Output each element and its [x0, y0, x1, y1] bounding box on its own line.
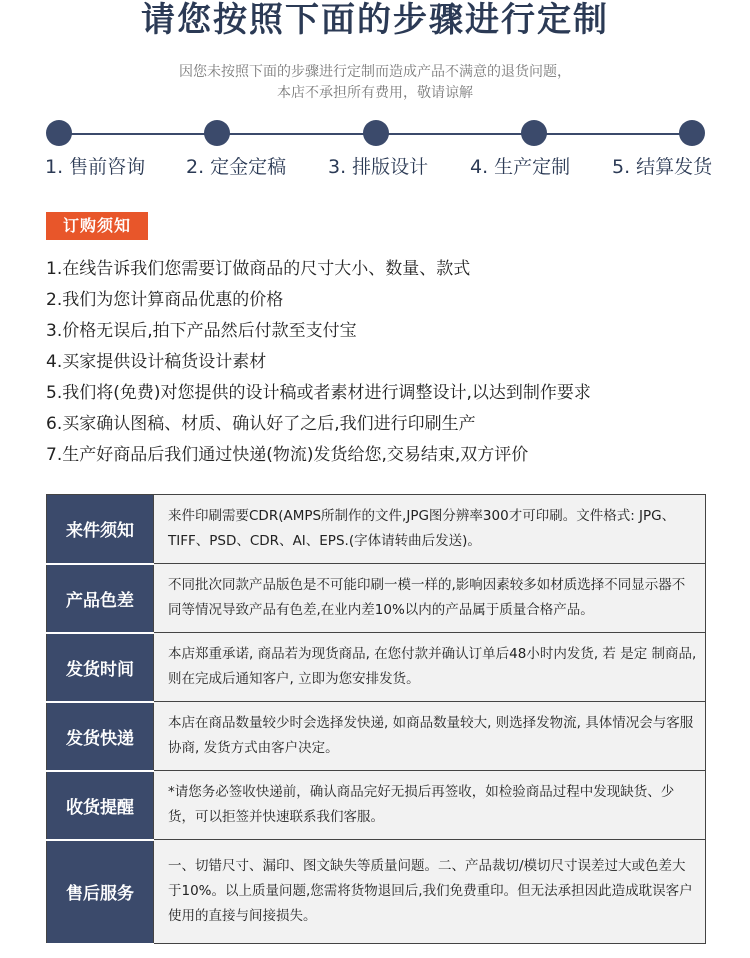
step-label-5: 5. 结算发货 [612, 156, 713, 178]
list-item: 3.价格无误后,拍下产品然后付款至支付宝 [46, 321, 357, 341]
disclaimer-notice [0, 62, 750, 104]
info-table [46, 494, 706, 945]
table-row [47, 840, 706, 944]
list-item: 6.买家确认图稿、材质、确认好了之后,我们进行印刷生产 [46, 414, 476, 434]
table-row [47, 564, 706, 633]
step-dot-1 [46, 120, 72, 146]
step-label-2: 2. 定金定稿 [186, 156, 287, 178]
list-item: 5.我们将(免费)对您提供的设计稿或者素材进行调整设计,以达到制作要求 [46, 383, 591, 403]
step-dot-4 [521, 120, 547, 146]
step-dot-5 [679, 120, 705, 146]
row-content: 一、切错尺寸、漏印、图文缺失等质量问题。二、产品裁切/模切尺寸误差过大或色差大于10%。以上质量问题,您需将货物退回后,我们免费重印。但无法承担因此造成耽误客户使用的直接与间接损失。 [154, 840, 706, 944]
notice-line-1: 因您未按照下面的步骤进行定制而造成产品不满意的退货问题， [179, 64, 571, 80]
row-heading: 发货快递 [47, 702, 154, 771]
row-heading: 售后服务 [47, 840, 154, 944]
step-label-3: 3. 排版设计 [328, 156, 429, 178]
page-title: 请您按照下面的步骤进行定制 [141, 0, 609, 40]
row-content: 来件印刷需要CDR(AMPS所制作的文件,JPG图分辨率300才可印刷。文件格式: JPG、TIFF、PSD、CDR、AI、EPS.(字体请转曲后发送)。 [154, 495, 706, 564]
row-content: 本店郑重承诺, 商品若为现货商品, 在您付款并确认订单后48小时内发货, 若 是定 制商品, 则在完成后通知客户, 立即为您安排发货。 [154, 633, 706, 702]
table-row [47, 633, 706, 702]
list-item: 7.生产好商品后我们通过快递(物流)发货给您,交易结束,双方评价 [46, 445, 529, 465]
row-content: *请您务必签收快递前，确认商品完好无损后再签收，如检验商品过程中发现缺货、少货，可以拒签并快速联系我们客服。 [154, 771, 706, 840]
order-notes-tag: 订购须知 [46, 212, 148, 240]
step-label-4: 4. 生产定制 [470, 156, 571, 178]
step-dot-2 [204, 120, 230, 146]
step-label-1: 1. 售前咨询 [45, 156, 146, 178]
list-item: 1.在线告诉我们您需要订做商品的尺寸大小、数量、款式 [46, 259, 471, 279]
row-content: 本店在商品数量较少时会选择发快递, 如商品数量较大, 则选择发物流, 具体情况会与客服协商, 发货方式由客户决定。 [154, 702, 706, 771]
row-content: 不同批次同款产品版色是不可能印刷一模一样的,影响因素较多如材质选择不同显示器不同等情况导致产品有色差,在业内差10%以内的产品属于质量合格产品。 [154, 564, 706, 633]
table-row [47, 771, 706, 840]
list-item: 4.买家提供设计稿货设计素材 [46, 352, 267, 372]
row-heading: 发货时间 [47, 633, 154, 702]
step-dot-3 [363, 120, 389, 146]
table-row [47, 702, 706, 771]
row-heading: 收货提醒 [47, 771, 154, 840]
table-row [47, 495, 706, 564]
row-heading: 产品色差 [47, 564, 154, 633]
list-item: 2.我们为您计算商品优惠的价格 [46, 290, 284, 310]
order-notes-list [46, 255, 736, 472]
row-heading: 来件须知 [47, 495, 154, 564]
notice-line-2: 本店不承担所有费用，敬请谅解 [277, 85, 473, 101]
